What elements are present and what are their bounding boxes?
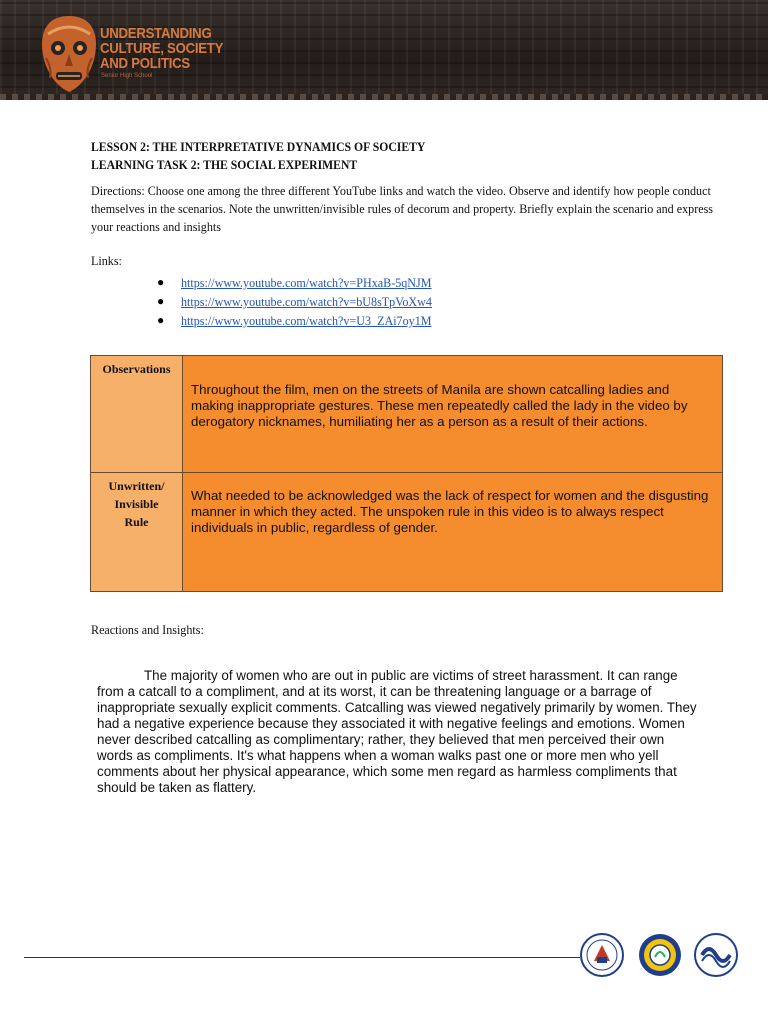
school-seal-icon [638, 933, 682, 977]
youtube-link-3[interactable]: https://www.youtube.com/watch?v=U3_ZAi7oy1M [181, 313, 432, 328]
banner-title-line-1: UNDERSTANDING [100, 25, 212, 42]
reactions-label: Reactions and Insights: [91, 622, 204, 637]
observations-label-cell [91, 356, 183, 473]
rule-label-line-2: Invisible [114, 497, 159, 511]
footer-divider [24, 957, 580, 958]
banner-border [0, 94, 768, 100]
table-row [91, 356, 723, 473]
rule-label-line-3: Rule [124, 515, 149, 529]
reactions-text: The majority of women who are out in public are victims of street harassment. It can range from a catcall to a compliment, and at its worst, it can be threatening language or a barrage of inappropriate sexually explicit comments. Catcalling was viewed negatively primarily by women. They had a negative experience because they associated it with negative feelings and emotions. Women never described catcalling as complimentary; rather, they believed that men perceived their own words as compliments. It's what happens when a woman walks past one or more men who yell comments about her physical appearance, which some men regard as harmless compliments that should be taken as flattery. [97, 668, 697, 795]
task-heading: LEARNING TASK 2: THE SOCIAL EXPERIMENT [91, 157, 358, 172]
list-item [91, 292, 731, 311]
header-banner [0, 0, 768, 100]
bullet-icon: ● [157, 294, 165, 308]
bullet-icon: ● [157, 313, 165, 327]
list-item [91, 311, 731, 330]
observations-text: Throughout the film, men on the streets of Manila are shown catcalling ladies and making inappropriate gestures. These men repeatedly called the lady in the video by derogatory nicknames, humiliating her as a person as a result of their actions. [191, 382, 688, 429]
observations-table [90, 355, 723, 592]
document-body [91, 138, 731, 330]
banner-tagline: Senior High School [101, 73, 153, 79]
deped-seal-icon [580, 933, 624, 977]
rule-text: What needed to be acknowledged was the lack of respect for women and the disgusting manner in which they acted. The unspoken rule in this video is to always respect individuals in public, regardless of gender. [191, 488, 709, 535]
banner-title [100, 26, 241, 71]
bullet-icon: ● [157, 275, 165, 289]
youtube-link-2[interactable]: https://www.youtube.com/watch?v=bU8sTpVoXw4 [181, 294, 432, 309]
rule-label-line-1: Unwritten/ [108, 479, 165, 493]
list-item [91, 273, 731, 292]
rule-text-cell [183, 473, 723, 592]
lesson-heading: LESSON 2: THE INTERPRETATIVE DYNAMICS OF SOCIETY [91, 139, 426, 154]
rule-label [91, 473, 182, 531]
directions-text: Directions: Choose one among the three different YouTube links and watch the video. Observe and identify how people conduct themselves in the scenarios. Note the unwritten/invisible rules of decorum and property. Briefly explain the scenario and express your reactions and insights [91, 183, 714, 234]
tribal-mask-icon [38, 14, 100, 94]
banner-title-line-2: CULTURE, SOCIETY [100, 40, 224, 57]
shs-seal-icon [694, 933, 738, 977]
table-row [91, 473, 723, 592]
observations-label: Observations [102, 362, 171, 376]
youtube-link-1[interactable]: https://www.youtube.com/watch?v=PHxaB-5qNJM [181, 275, 432, 290]
links-list [91, 273, 731, 330]
rule-label-cell [91, 473, 183, 592]
banner-title-line-3: AND POLITICS [100, 55, 190, 72]
links-label: Links: [91, 253, 122, 268]
observations-text-cell [183, 356, 723, 473]
